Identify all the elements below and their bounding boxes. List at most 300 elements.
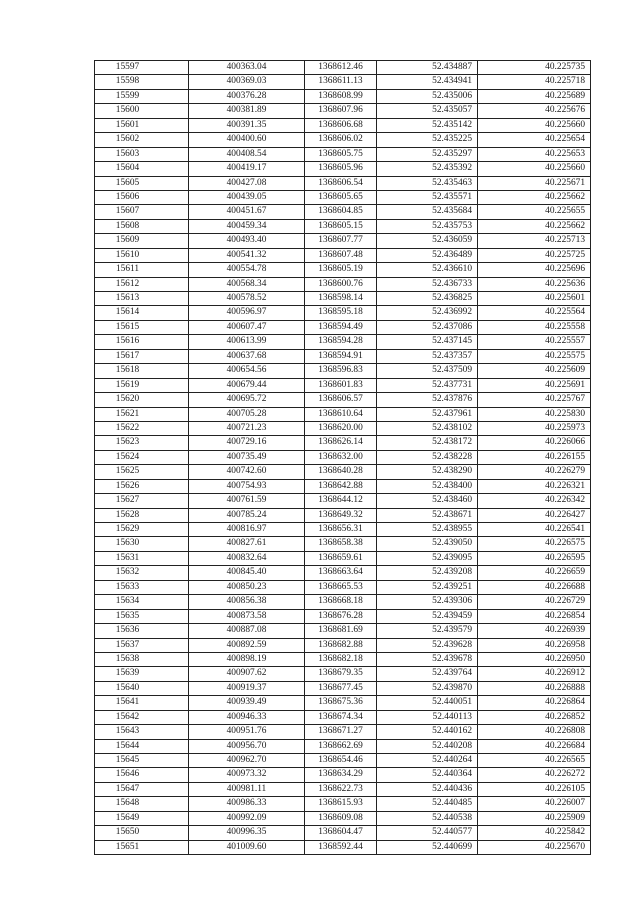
point-id-cell: 15625 (95, 465, 189, 479)
point-id-cell: 15606 (95, 190, 189, 204)
latitude-cell: 52.439095 (377, 551, 478, 565)
x-coordinate-cell: 400919.37 (189, 681, 305, 695)
table-row (95, 292, 591, 306)
x-coordinate-cell: 400992.09 (189, 811, 305, 825)
table-row (95, 349, 591, 363)
table-row (95, 378, 591, 392)
x-coordinate-cell: 400391.35 (189, 118, 305, 132)
table-row (95, 609, 591, 623)
latitude-cell: 52.438172 (377, 436, 478, 450)
point-id-cell: 15624 (95, 450, 189, 464)
point-id-cell: 15600 (95, 104, 189, 118)
y-coordinate-cell: 1368607.77 (305, 234, 377, 248)
point-id-cell: 15609 (95, 234, 189, 248)
longitude-cell: 40.225973 (478, 421, 591, 435)
y-coordinate-cell: 1368604.85 (305, 205, 377, 219)
x-coordinate-cell: 400827.61 (189, 537, 305, 551)
y-coordinate-cell: 1368642.88 (305, 479, 377, 493)
longitude-cell: 40.225575 (478, 349, 591, 363)
longitude-cell: 40.226684 (478, 739, 591, 753)
y-coordinate-cell: 1368682.88 (305, 638, 377, 652)
x-coordinate-cell: 400363.04 (189, 61, 305, 75)
y-coordinate-cell: 1368656.31 (305, 523, 377, 537)
x-coordinate-cell: 400613.99 (189, 335, 305, 349)
x-coordinate-cell: 400654.56 (189, 364, 305, 378)
latitude-cell: 52.440162 (377, 725, 478, 739)
y-coordinate-cell: 1368606.02 (305, 133, 377, 147)
x-coordinate-cell: 400439.05 (189, 190, 305, 204)
x-coordinate-cell: 400721.23 (189, 421, 305, 435)
x-coordinate-cell: 400705.28 (189, 407, 305, 421)
y-coordinate-cell: 1368611.13 (305, 75, 377, 89)
point-id-cell: 15637 (95, 638, 189, 652)
y-coordinate-cell: 1368594.91 (305, 349, 377, 363)
y-coordinate-cell: 1368682.18 (305, 652, 377, 666)
latitude-cell: 52.440208 (377, 739, 478, 753)
x-coordinate-cell: 400956.70 (189, 739, 305, 753)
point-id-cell: 15645 (95, 754, 189, 768)
latitude-cell: 52.440538 (377, 811, 478, 825)
x-coordinate-cell: 400946.33 (189, 710, 305, 724)
table-row (95, 465, 591, 479)
y-coordinate-cell: 1368634.29 (305, 768, 377, 782)
point-id-cell: 15615 (95, 320, 189, 334)
latitude-cell: 52.435392 (377, 162, 478, 176)
table-row (95, 335, 591, 349)
latitude-cell: 52.435297 (377, 147, 478, 161)
x-coordinate-cell: 400898.19 (189, 652, 305, 666)
latitude-cell: 52.435225 (377, 133, 478, 147)
y-coordinate-cell: 1368604.47 (305, 826, 377, 840)
table-row (95, 696, 591, 710)
x-coordinate-cell: 400369.03 (189, 75, 305, 89)
point-id-cell: 15618 (95, 364, 189, 378)
table-row (95, 320, 591, 334)
table-row (95, 263, 591, 277)
y-coordinate-cell: 1368659.61 (305, 551, 377, 565)
point-id-cell: 15626 (95, 479, 189, 493)
point-id-cell: 15598 (95, 75, 189, 89)
point-id-cell: 15651 (95, 840, 189, 854)
point-id-cell: 15640 (95, 681, 189, 695)
point-id-cell: 15604 (95, 162, 189, 176)
point-id-cell: 15611 (95, 263, 189, 277)
x-coordinate-cell: 400761.59 (189, 494, 305, 508)
latitude-cell: 52.438671 (377, 508, 478, 522)
table-row (95, 595, 591, 609)
y-coordinate-cell: 1368676.28 (305, 609, 377, 623)
point-id-cell: 15641 (95, 696, 189, 710)
table-row (95, 725, 591, 739)
latitude-cell: 52.436825 (377, 292, 478, 306)
latitude-cell: 52.436992 (377, 306, 478, 320)
x-coordinate-cell: 400596.97 (189, 306, 305, 320)
table-row (95, 782, 591, 796)
point-id-cell: 15621 (95, 407, 189, 421)
table-row (95, 494, 591, 508)
latitude-cell: 52.439628 (377, 638, 478, 652)
coordinate-table (94, 60, 591, 855)
table-row (95, 118, 591, 132)
x-coordinate-cell: 400892.59 (189, 638, 305, 652)
longitude-cell: 40.225671 (478, 176, 591, 190)
latitude-cell: 52.434887 (377, 61, 478, 75)
y-coordinate-cell: 1368612.46 (305, 61, 377, 75)
x-coordinate-cell: 400568.34 (189, 277, 305, 291)
point-id-cell: 15630 (95, 537, 189, 551)
longitude-cell: 40.225767 (478, 393, 591, 407)
y-coordinate-cell: 1368632.00 (305, 450, 377, 464)
table-row (95, 205, 591, 219)
y-coordinate-cell: 1368649.32 (305, 508, 377, 522)
longitude-cell: 40.225660 (478, 162, 591, 176)
y-coordinate-cell: 1368605.96 (305, 162, 377, 176)
point-id-cell: 15648 (95, 797, 189, 811)
y-coordinate-cell: 1368598.14 (305, 292, 377, 306)
y-coordinate-cell: 1368609.08 (305, 811, 377, 825)
latitude-cell: 52.435463 (377, 176, 478, 190)
longitude-cell: 40.225689 (478, 89, 591, 103)
table-row (95, 638, 591, 652)
point-id-cell: 15608 (95, 219, 189, 233)
longitude-cell: 40.225842 (478, 826, 591, 840)
x-coordinate-cell: 400735.49 (189, 450, 305, 464)
latitude-cell: 52.440485 (377, 797, 478, 811)
y-coordinate-cell: 1368681.69 (305, 624, 377, 638)
x-coordinate-cell: 400856.38 (189, 595, 305, 609)
x-coordinate-cell: 400408.54 (189, 147, 305, 161)
latitude-cell: 52.440051 (377, 696, 478, 710)
table-row (95, 811, 591, 825)
y-coordinate-cell: 1368606.57 (305, 393, 377, 407)
longitude-cell: 40.226427 (478, 508, 591, 522)
y-coordinate-cell: 1368605.65 (305, 190, 377, 204)
longitude-cell: 40.226950 (478, 652, 591, 666)
table-row (95, 739, 591, 753)
table-row (95, 840, 591, 854)
latitude-cell: 52.439251 (377, 580, 478, 594)
table-row (95, 147, 591, 161)
longitude-cell: 40.225636 (478, 277, 591, 291)
longitude-cell: 40.225718 (478, 75, 591, 89)
table-row (95, 75, 591, 89)
y-coordinate-cell: 1368654.46 (305, 754, 377, 768)
table-row (95, 407, 591, 421)
x-coordinate-cell: 400907.62 (189, 667, 305, 681)
longitude-cell: 40.226808 (478, 725, 591, 739)
latitude-cell: 52.435684 (377, 205, 478, 219)
longitude-cell: 40.225655 (478, 205, 591, 219)
point-id-cell: 15647 (95, 782, 189, 796)
table-row (95, 436, 591, 450)
x-coordinate-cell: 400951.76 (189, 725, 305, 739)
longitude-cell: 40.225691 (478, 378, 591, 392)
latitude-cell: 52.437961 (377, 407, 478, 421)
longitude-cell: 40.226729 (478, 595, 591, 609)
latitude-cell: 52.435006 (377, 89, 478, 103)
table-row (95, 190, 591, 204)
latitude-cell: 52.439870 (377, 681, 478, 695)
table-row (95, 508, 591, 522)
y-coordinate-cell: 1368675.36 (305, 696, 377, 710)
point-id-cell: 15643 (95, 725, 189, 739)
x-coordinate-cell: 400459.34 (189, 219, 305, 233)
y-coordinate-cell: 1368596.83 (305, 364, 377, 378)
x-coordinate-cell: 400873.58 (189, 609, 305, 623)
table-row (95, 797, 591, 811)
longitude-cell: 40.225735 (478, 61, 591, 75)
table-row (95, 551, 591, 565)
longitude-cell: 40.226565 (478, 754, 591, 768)
y-coordinate-cell: 1368677.45 (305, 681, 377, 695)
longitude-cell: 40.225696 (478, 263, 591, 277)
latitude-cell: 52.435753 (377, 219, 478, 233)
point-id-cell: 15632 (95, 566, 189, 580)
longitude-cell: 40.226854 (478, 609, 591, 623)
longitude-cell: 40.226575 (478, 537, 591, 551)
longitude-cell: 40.225670 (478, 840, 591, 854)
point-id-cell: 15603 (95, 147, 189, 161)
y-coordinate-cell: 1368674.34 (305, 710, 377, 724)
longitude-cell: 40.226595 (478, 551, 591, 565)
point-id-cell: 15639 (95, 667, 189, 681)
x-coordinate-cell: 400400.60 (189, 133, 305, 147)
x-coordinate-cell: 400850.23 (189, 580, 305, 594)
table-row (95, 162, 591, 176)
latitude-cell: 52.437145 (377, 335, 478, 349)
table-row (95, 89, 591, 103)
table-row (95, 234, 591, 248)
latitude-cell: 52.440577 (377, 826, 478, 840)
latitude-cell: 52.440113 (377, 710, 478, 724)
latitude-cell: 52.440364 (377, 768, 478, 782)
latitude-cell: 52.437509 (377, 364, 478, 378)
point-id-cell: 15616 (95, 335, 189, 349)
x-coordinate-cell: 400986.33 (189, 797, 305, 811)
point-id-cell: 15613 (95, 292, 189, 306)
longitude-cell: 40.226958 (478, 638, 591, 652)
point-id-cell: 15612 (95, 277, 189, 291)
longitude-cell: 40.225713 (478, 234, 591, 248)
latitude-cell: 52.440699 (377, 840, 478, 854)
y-coordinate-cell: 1368605.75 (305, 147, 377, 161)
table-row (95, 393, 591, 407)
table-row (95, 219, 591, 233)
y-coordinate-cell: 1368662.69 (305, 739, 377, 753)
latitude-cell: 52.439764 (377, 667, 478, 681)
latitude-cell: 52.438460 (377, 494, 478, 508)
y-coordinate-cell: 1368608.99 (305, 89, 377, 103)
latitude-cell: 52.438955 (377, 523, 478, 537)
longitude-cell: 40.226279 (478, 465, 591, 479)
longitude-cell: 40.226864 (478, 696, 591, 710)
point-id-cell: 15601 (95, 118, 189, 132)
longitude-cell: 40.226272 (478, 768, 591, 782)
y-coordinate-cell: 1368615.93 (305, 797, 377, 811)
longitude-cell: 40.226688 (478, 580, 591, 594)
y-coordinate-cell: 1368607.96 (305, 104, 377, 118)
y-coordinate-cell: 1368671.27 (305, 725, 377, 739)
x-coordinate-cell: 400962.70 (189, 754, 305, 768)
latitude-cell: 52.436610 (377, 263, 478, 277)
latitude-cell: 52.436733 (377, 277, 478, 291)
point-id-cell: 15599 (95, 89, 189, 103)
y-coordinate-cell: 1368622.73 (305, 782, 377, 796)
point-id-cell: 15644 (95, 739, 189, 753)
x-coordinate-cell: 400754.93 (189, 479, 305, 493)
table-row (95, 768, 591, 782)
x-coordinate-cell: 400816.97 (189, 523, 305, 537)
latitude-cell: 52.440436 (377, 782, 478, 796)
x-coordinate-cell: 401009.60 (189, 840, 305, 854)
latitude-cell: 52.435571 (377, 190, 478, 204)
y-coordinate-cell: 1368594.49 (305, 320, 377, 334)
longitude-cell: 40.226912 (478, 667, 591, 681)
x-coordinate-cell: 400996.35 (189, 826, 305, 840)
longitude-cell: 40.226007 (478, 797, 591, 811)
latitude-cell: 52.439208 (377, 566, 478, 580)
x-coordinate-cell: 400381.89 (189, 104, 305, 118)
table-row (95, 133, 591, 147)
table-row (95, 754, 591, 768)
longitude-cell: 40.225654 (478, 133, 591, 147)
point-id-cell: 15620 (95, 393, 189, 407)
longitude-cell: 40.225558 (478, 320, 591, 334)
longitude-cell: 40.225725 (478, 248, 591, 262)
latitude-cell: 52.439579 (377, 624, 478, 638)
x-coordinate-cell: 400695.72 (189, 393, 305, 407)
point-id-cell: 15602 (95, 133, 189, 147)
y-coordinate-cell: 1368610.64 (305, 407, 377, 421)
table-row (95, 566, 591, 580)
x-coordinate-cell: 400554.78 (189, 263, 305, 277)
x-coordinate-cell: 400493.40 (189, 234, 305, 248)
latitude-cell: 52.438290 (377, 465, 478, 479)
point-id-cell: 15627 (95, 494, 189, 508)
table-row (95, 826, 591, 840)
y-coordinate-cell: 1368663.64 (305, 566, 377, 580)
longitude-cell: 40.226659 (478, 566, 591, 580)
latitude-cell: 52.439050 (377, 537, 478, 551)
point-id-cell: 15631 (95, 551, 189, 565)
point-id-cell: 15622 (95, 421, 189, 435)
point-id-cell: 15617 (95, 349, 189, 363)
table-row (95, 248, 591, 262)
point-id-cell: 15649 (95, 811, 189, 825)
y-coordinate-cell: 1368605.19 (305, 263, 377, 277)
y-coordinate-cell: 1368668.18 (305, 595, 377, 609)
longitude-cell: 40.226541 (478, 523, 591, 537)
y-coordinate-cell: 1368606.54 (305, 176, 377, 190)
y-coordinate-cell: 1368665.53 (305, 580, 377, 594)
y-coordinate-cell: 1368640.28 (305, 465, 377, 479)
point-id-cell: 15634 (95, 595, 189, 609)
longitude-cell: 40.225609 (478, 364, 591, 378)
latitude-cell: 52.438102 (377, 421, 478, 435)
latitude-cell: 52.437876 (377, 393, 478, 407)
point-id-cell: 15638 (95, 652, 189, 666)
y-coordinate-cell: 1368595.18 (305, 306, 377, 320)
longitude-cell: 40.225601 (478, 292, 591, 306)
table-row (95, 277, 591, 291)
point-id-cell: 15650 (95, 826, 189, 840)
x-coordinate-cell: 400887.08 (189, 624, 305, 638)
x-coordinate-cell: 400541.32 (189, 248, 305, 262)
latitude-cell: 52.440264 (377, 754, 478, 768)
latitude-cell: 52.436059 (377, 234, 478, 248)
longitude-cell: 40.225662 (478, 219, 591, 233)
latitude-cell: 52.438400 (377, 479, 478, 493)
latitude-cell: 52.439459 (377, 609, 478, 623)
longitude-cell: 40.226888 (478, 681, 591, 695)
latitude-cell: 52.437357 (377, 349, 478, 363)
x-coordinate-cell: 400729.16 (189, 436, 305, 450)
table-row (95, 523, 591, 537)
y-coordinate-cell: 1368600.76 (305, 277, 377, 291)
longitude-cell: 40.225564 (478, 306, 591, 320)
latitude-cell: 52.437086 (377, 320, 478, 334)
latitude-cell: 52.438228 (377, 450, 478, 464)
table-row (95, 176, 591, 190)
x-coordinate-cell: 400679.44 (189, 378, 305, 392)
longitude-cell: 40.225676 (478, 104, 591, 118)
point-id-cell: 15610 (95, 248, 189, 262)
y-coordinate-cell: 1368644.12 (305, 494, 377, 508)
y-coordinate-cell: 1368658.38 (305, 537, 377, 551)
table-row (95, 580, 591, 594)
longitude-cell: 40.225653 (478, 147, 591, 161)
table-row (95, 681, 591, 695)
longitude-cell: 40.226066 (478, 436, 591, 450)
longitude-cell: 40.225557 (478, 335, 591, 349)
y-coordinate-cell: 1368607.48 (305, 248, 377, 262)
point-id-cell: 15635 (95, 609, 189, 623)
point-id-cell: 15619 (95, 378, 189, 392)
x-coordinate-cell: 400419.17 (189, 162, 305, 176)
y-coordinate-cell: 1368626.14 (305, 436, 377, 450)
longitude-cell: 40.225830 (478, 407, 591, 421)
longitude-cell: 40.225909 (478, 811, 591, 825)
table-row (95, 479, 591, 493)
table-row (95, 624, 591, 638)
point-id-cell: 15629 (95, 523, 189, 537)
point-id-cell: 15597 (95, 61, 189, 75)
table-row (95, 652, 591, 666)
table-row (95, 710, 591, 724)
latitude-cell: 52.435142 (377, 118, 478, 132)
point-id-cell: 15633 (95, 580, 189, 594)
longitude-cell: 40.226342 (478, 494, 591, 508)
point-id-cell: 15614 (95, 306, 189, 320)
table-row (95, 537, 591, 551)
latitude-cell: 52.436489 (377, 248, 478, 262)
latitude-cell: 52.439306 (377, 595, 478, 609)
y-coordinate-cell: 1368620.00 (305, 421, 377, 435)
latitude-cell: 52.437731 (377, 378, 478, 392)
y-coordinate-cell: 1368601.83 (305, 378, 377, 392)
latitude-cell: 52.434941 (377, 75, 478, 89)
table-row (95, 450, 591, 464)
y-coordinate-cell: 1368592.44 (305, 840, 377, 854)
x-coordinate-cell: 400981.11 (189, 782, 305, 796)
longitude-cell: 40.225662 (478, 190, 591, 204)
table-row (95, 364, 591, 378)
y-coordinate-cell: 1368606.68 (305, 118, 377, 132)
coordinate-table-body (95, 61, 591, 855)
x-coordinate-cell: 400637.68 (189, 349, 305, 363)
x-coordinate-cell: 400742.60 (189, 465, 305, 479)
x-coordinate-cell: 400939.49 (189, 696, 305, 710)
